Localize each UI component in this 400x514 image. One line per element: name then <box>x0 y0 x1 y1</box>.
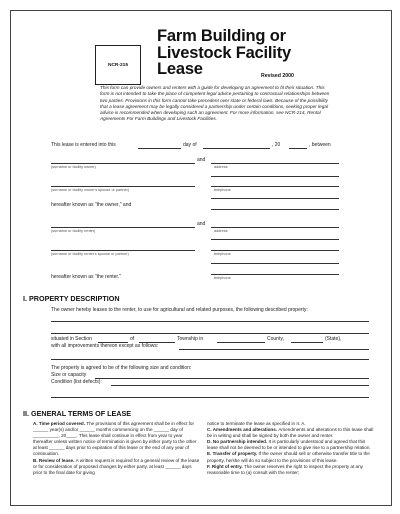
terms-right-column <box>207 421 377 476</box>
size-field[interactable] <box>95 378 369 379</box>
term-f-text: The owner reserves the right to inspect the property at any reasonable time to (a) consult with the renter; <box>207 463 363 475</box>
size-text: Size or capacity <box>51 372 87 378</box>
renter-telephone-field[interactable] <box>211 250 339 251</box>
term-b: B. Review of lease. A written request is required for a general review of the lease or for consideration of proposed changes by either party, at least ______ days prior to the final date for giving <box>33 457 200 475</box>
year-field[interactable] <box>289 148 307 149</box>
improvements-line-2[interactable] <box>51 359 369 360</box>
term-c-text: Amendments and alterations to this lease shall be in writing and shall be signed by both the owner and renter. <box>207 427 374 439</box>
revised-date: Revised 2000 <box>261 73 294 79</box>
term-e-text: If the owner should sell or otherwise transfer title to the property, he/she will do so subject to the provisions of this lease. <box>207 451 370 463</box>
term-a-text: The provisions of this agreement shall be in effect for ______ year(s) and/or ______ months commencing on the ______ day of __________, 20____. This lease shall continue in effect from year to year thereafter unless written notice of termination is given by either party to the other at least ______ days prior to expiration of this lease or the end of any year of continuation. <box>33 421 197 457</box>
renter-known-text: hereafter known as "the renter." <box>51 274 121 280</box>
renter-telephone-label: telephone <box>214 252 231 256</box>
renter-address-line-4[interactable] <box>211 274 339 275</box>
renter-address-line-2[interactable] <box>211 239 339 240</box>
owner-address-label: address <box>214 165 228 169</box>
state-text: (State), <box>325 336 342 342</box>
township-text: Township in <box>177 336 204 342</box>
property-line-1[interactable] <box>51 321 369 322</box>
renter-telephone-label-2: telephone <box>214 276 231 280</box>
term-d-title: No partnership intended <box>212 439 266 445</box>
owner-address-line-4[interactable] <box>211 209 339 210</box>
term-a: A. Time period covered. The provisions of this agreement shall be in effect for ______ year(s) and/or ______ months commencing on the ______ day of __________, 20____. This lease shall continue in effect from year to year thereafter unless written notice of termination is given by either party to the other at least ______ days prior to expiration of this lease or the end of any year of continuation. <box>33 421 197 457</box>
term-c-id: C <box>207 427 211 433</box>
owner-spouse-label: (surname or facility owner's spouse or partner) <box>51 188 130 192</box>
year-prefix: , 20 <box>272 142 281 148</box>
section-1-heading: I. PROPERTY DESCRIPTION <box>23 294 120 303</box>
term-b-title: Review of lease <box>38 457 74 463</box>
lease-form-page <box>10 10 392 506</box>
renter-spouse-field[interactable] <box>51 250 195 251</box>
entered-text: This lease is entered into this <box>51 142 116 148</box>
terms-left-column <box>33 421 201 476</box>
term-a-continued: notice to terminate the lease as specified in II. A. <box>207 421 306 426</box>
agreed-text: The property is agreed to be of the following size and condition: <box>51 365 192 371</box>
renter-spouse-label: (surname or facility renter's spouse or partner) <box>51 252 129 256</box>
county-text: County, <box>267 336 284 342</box>
property-line-2[interactable] <box>51 333 369 334</box>
term-e-id: E <box>207 451 211 457</box>
title-line-3: Lease <box>157 60 203 78</box>
term-b-text: A written request is required for a general review of the lease or for consideration of proposed changes by either party, at least ______ days prior to the final date for giving <box>33 457 200 475</box>
term-c-title: Amendments and alterations <box>212 427 276 433</box>
improvements-text: with all improvements thereon except as follows: <box>51 343 159 349</box>
title-line-2: Livestock Facility <box>157 43 291 62</box>
and-text-1: and <box>197 157 206 163</box>
term-d-id: D <box>207 439 211 445</box>
owner-address-line-2[interactable] <box>211 176 339 177</box>
condition-field[interactable] <box>111 385 369 386</box>
condition-text: Condition (list defects): <box>51 379 102 385</box>
renter-address-label: address <box>214 229 228 233</box>
title-line-1: Farm Building or <box>157 27 286 45</box>
and-text-2: and <box>197 221 206 227</box>
township-name-field[interactable] <box>217 342 265 343</box>
term-f: F. Right of entry. The owner reserves the right to inspect the property at any reasonable time to (a) consult with the renter; <box>207 463 363 475</box>
condition-line-2[interactable] <box>51 397 369 398</box>
owner-telephone-label: telephone <box>214 188 231 192</box>
renter-address-line-3[interactable] <box>211 263 339 264</box>
term-f-id: F <box>207 463 210 469</box>
intro-paragraph: This form can provide owners and renters with a guide for developing an agreement to fit their situation. This form is not intended to take the place of competent legal advice pertaining to contractual relationships between two parties. Provisions in this form cannot take precedent over state or federal laws. Because of the possibility that a lease agreement may be legally considered a partnership under certain conditions, seeking proper legal advice is recommended when developing such an agreement. For more information, see NCR-214, Rental Agreements For Farm Buildings and Livestock Facilities. <box>100 85 330 122</box>
renter-name-field[interactable] <box>51 227 195 228</box>
owner-address-field[interactable] <box>211 163 339 164</box>
month-field[interactable] <box>203 148 270 149</box>
form-code-badge: NCR-215 <box>95 45 141 85</box>
term-a-title: Time period covered <box>38 421 84 426</box>
term-d-text: It is particularly understood and agreed that this lease shall not be deemed to be or intended to give rise to a partnership relation. <box>207 439 371 451</box>
of-text: of <box>130 336 135 342</box>
term-b-id: B <box>33 457 37 463</box>
owner-address-line-3[interactable] <box>211 198 339 199</box>
owner-known-text: hereafter known as "the owner," and <box>51 202 132 208</box>
lease-property-text: The owner hereby leases to the renter, to use for agricultural and related purposes, the following described property: <box>51 307 308 313</box>
between-text: , between <box>309 142 331 148</box>
state-field[interactable] <box>291 342 323 343</box>
term-e-title: Transfer of property <box>212 451 256 457</box>
owner-name-field[interactable] <box>51 163 195 164</box>
term-d: D. No partnership intended. It is particularly understood and agreed that this lease shall not be deemed to be or intended to give rise to a partnership relation. <box>207 439 371 451</box>
day-of-text: day of <box>183 142 197 148</box>
renter-address-field[interactable] <box>211 227 339 228</box>
form-title <box>157 28 291 78</box>
term-e: E. Transfer of property. If the owner should sell or otherwise transfer title to the property, he/she will do so subject to the provisions of this lease. <box>207 451 370 463</box>
renter-label: (surname or facility renter) <box>51 229 96 233</box>
term-c: C. Amendments and alterations. Amendments and alterations to this lease shall be in writing and shall be signed by both the owner and renter. <box>207 427 374 439</box>
owner-spouse-field[interactable] <box>51 186 195 187</box>
day-field[interactable] <box>138 148 181 149</box>
owner-telephone-field[interactable] <box>211 186 339 187</box>
improvements-field[interactable] <box>179 349 369 350</box>
section-2-heading: II. GENERAL TERMS OF LEASE <box>23 409 132 418</box>
situated-text: situated in Section <box>51 336 92 342</box>
term-a-id: A <box>33 421 37 426</box>
term-f-title: Right of entry <box>211 463 242 469</box>
owner-label: (surname or facility owner) <box>51 165 96 169</box>
